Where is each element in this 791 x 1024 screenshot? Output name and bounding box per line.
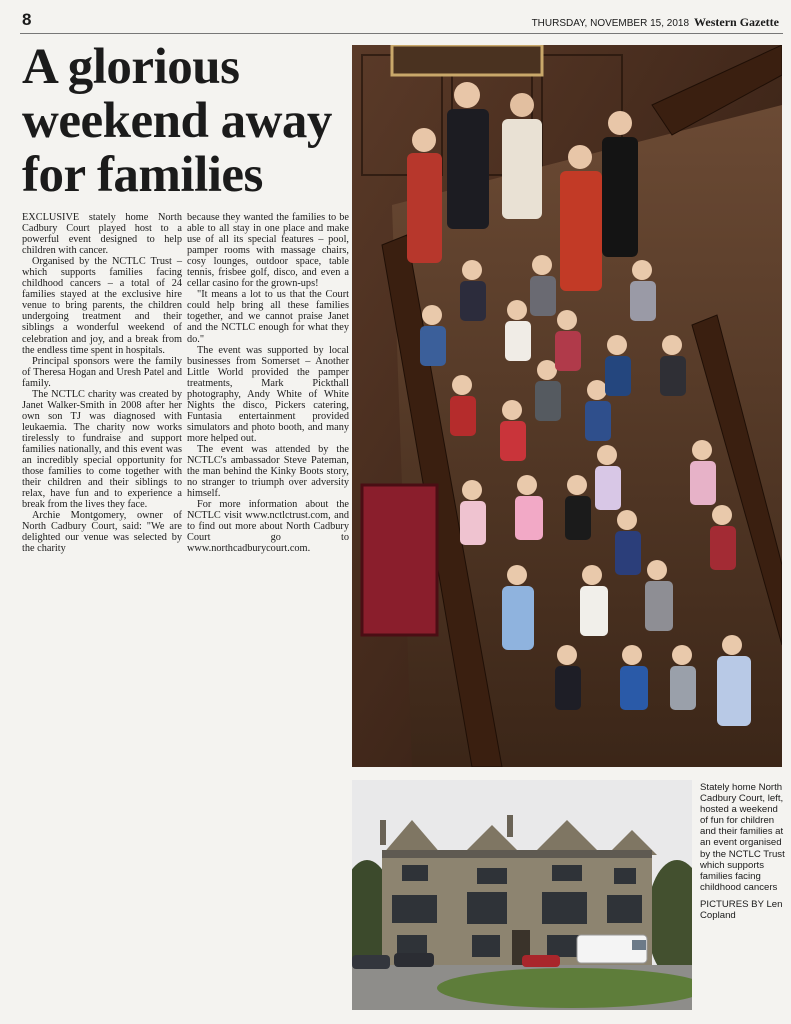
article-paragraph: Principal sponsors were the family of Theresa Hogan and Uresh Patel and family. — [22, 355, 182, 389]
issue-date: THURSDAY, NOVEMBER 15, 2018 — [531, 18, 690, 29]
group-photo — [352, 45, 782, 767]
article-paragraph: For more information about the NCTLC visit www.nctlctrust.com, and to find out more about North Cadbury Court go to www.northcadburycourt.com. — [187, 499, 349, 555]
article-headline — [22, 40, 347, 202]
caption-text: Stately home North Cadbury Court, left, hosted a weekend of fun for children and their families at an event organised by the NCTLC Trust which supports families facing childhood cancers — [700, 782, 785, 893]
header-rule — [20, 33, 783, 34]
article-column-2 — [187, 212, 349, 554]
headline-line: A glorious — [22, 39, 240, 95]
masthead — [532, 15, 779, 30]
article-paragraph: EXCLUSIVE stately home North Cadbury Court played host to a powerful event designed to help children with cancer. — [22, 212, 182, 257]
newspaper-name: Western Gazette — [694, 15, 779, 29]
house-photo — [352, 780, 692, 1010]
article-paragraph: The NCTLC charity was created by Janet Walker-Smith in 2008 after her own son TJ was diagnosed with leukaemia. The charity now works tirelessly to fundraise and support families nationally, and this event was an incredibly special opportunity for those families to come together with their children and their siblings to relax, have fun and to experience a break from the lives they face. — [22, 388, 182, 511]
page-number: 8 — [22, 10, 32, 29]
photo-credit: PICTURES BY Len Copland — [700, 898, 783, 922]
article-paragraph: Archie Montgomery, owner of North Cadbury Court, said: "We are delighted our venue was selected by the charity — [22, 510, 182, 555]
photo-caption — [700, 782, 788, 927]
article-paragraph: because they wanted the families to be able to all stay in one place and make use of all its special features – pool, pamper rooms with massage chairs, cosy lounges, outdoor space, table tennis, frisbee golf, disco, and even a cellar casino for the grown-ups! — [187, 212, 349, 290]
headline-line: for families — [22, 147, 263, 203]
article-paragraph: Organised by the NCTLC Trust – which supports families facing childhood cancers – a total of 24 families stayed at the exclusive hire venue to bring parents, the children undergoing treatment and their siblings a wonderful weekend of celebration and joy, and a break from the endless time spent in hospitals. — [22, 256, 182, 356]
article-paragraph: "It means a lot to us that the Court could help bring all these families together, and we cannot praise Janet and the NCTLC enough for what they do." — [187, 289, 349, 345]
article-column-1 — [22, 212, 182, 554]
article-paragraph: The event was attended by the NCTLC's ambassador Steve Pateman, the man behind the Kinky Boots story, no stranger to triumph over adversity himself. — [187, 443, 349, 500]
article-paragraph: The event was supported by local businesses from Somerset – Another Little World provided the pamper treatments, Mark Pickthall photography, Andy White of White Nights the disco, Pickers catering, Funtasia entertainment provided simulators and photo booth, and many more helped out. — [187, 344, 349, 444]
headline-line: weekend away — [22, 93, 332, 149]
